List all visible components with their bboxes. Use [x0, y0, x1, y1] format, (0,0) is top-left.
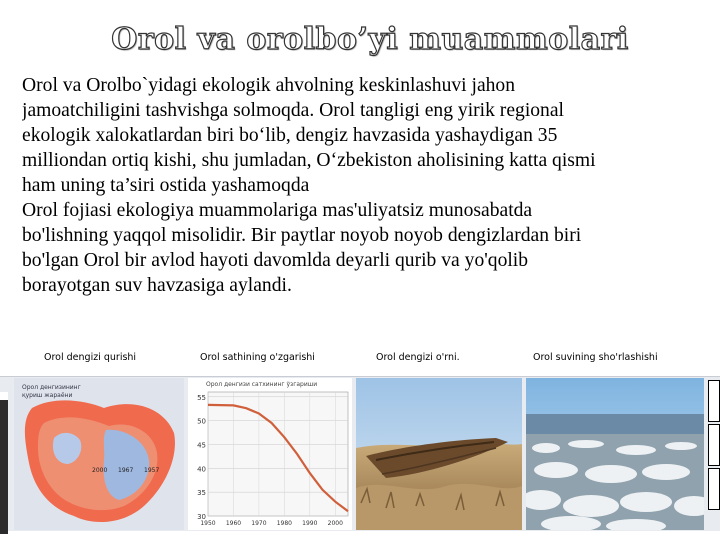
paragraph-line: Orol va Orolbo`yidagi ekologik ahvolning keskinlashuvi jahon	[22, 75, 516, 96]
chart-title: Орол денгизи сатхининг ўзгариши	[206, 381, 318, 388]
edge-tab	[708, 424, 720, 466]
slide-title: Orol va orolbo’yi muammolari	[111, 22, 629, 57]
map-title-line: Орол денгизининг	[22, 384, 81, 391]
shipwreck-photo	[356, 378, 522, 530]
chart-x-tick: 1980	[276, 520, 293, 527]
chart-y-tick: 55	[197, 393, 206, 402]
chart-x-tick: 1950	[200, 520, 216, 527]
chart-x-tick: 1970	[251, 520, 267, 527]
chart-x-tick: 2000	[327, 520, 343, 527]
left-edge-tab	[0, 392, 8, 534]
aral-map-image	[14, 378, 184, 530]
chart-x-tick: 1990	[302, 520, 318, 527]
paragraph-line: jamoatchiligini tashvishga solmoqda. Orol tangligi eng yirik regional	[22, 100, 564, 121]
map-year-label: 2000	[92, 467, 108, 474]
right-edge-tabs	[708, 380, 720, 512]
chart-y-tick: 35	[197, 489, 206, 498]
edge-tab	[708, 380, 720, 422]
chart-y-tick: 45	[197, 441, 206, 450]
chart-x-tick: 1960	[225, 520, 242, 527]
foam-caption: Orol suvining sho'rlashishi	[533, 352, 658, 363]
chart-y-tick: 30	[197, 513, 206, 521]
aral-level-chart	[188, 378, 352, 530]
chart-y-tick: 50	[197, 417, 206, 426]
paragraph-line: ekologik xalokatlardan biri bo‘lib, dengiz havzasida yashaydigan 35	[22, 125, 558, 146]
paragraph-line: Orol fojiasi ekologiya muammolariga mas'uliyatsiz munosabatda	[22, 200, 533, 221]
paragraph-line: borayotgan suv havzasiga aylandi.	[22, 275, 292, 296]
map-title-line: қуриш жараёни	[22, 392, 73, 399]
salt-foam-photo	[526, 378, 704, 530]
paragraph-line: ham uning ta’siri ostida yashamoqda	[22, 175, 310, 196]
paragraph-line: bo'lgan Orol bir avlod hayoti davomlda deyarli qurib va yo'qolib	[22, 250, 529, 271]
image-captions	[0, 352, 720, 366]
ship-caption: Orol dengizi o'rni.	[376, 352, 460, 363]
map-caption: Orol dengizi qurishi	[44, 352, 137, 363]
chart-caption: Orol sathining o'zgarishi	[200, 352, 315, 363]
map-year-label: 1967	[118, 467, 134, 474]
map-year-label: 1957	[144, 467, 160, 474]
paragraph-line: milliondan ortiq kishi, shu jumladan, O‘zbekiston aholisining katta qismi	[22, 150, 596, 171]
chart-y-tick: 40	[197, 465, 206, 474]
paragraph-line: bo'lishning yaqqol misolidir. Bir paytlar noyob noyob dengizlardan biri	[22, 225, 582, 246]
edge-tab	[708, 468, 720, 510]
chart-plot-area	[208, 392, 348, 516]
body-paragraph	[22, 73, 720, 298]
